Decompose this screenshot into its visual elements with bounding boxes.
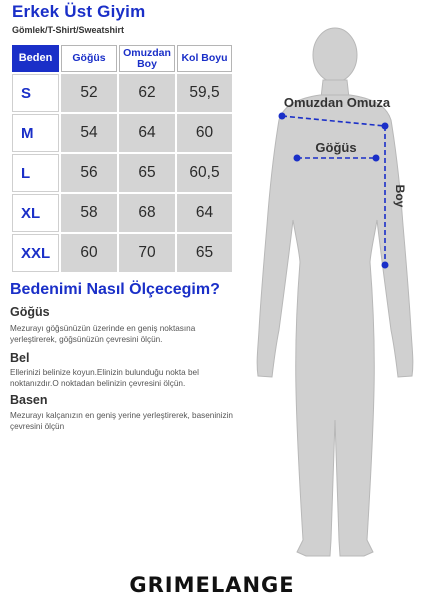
hip-guide-heading: Basen (10, 393, 48, 407)
waist-guide-heading: Bel (10, 351, 30, 365)
shoulder-label: Omuzdan Omuza (283, 95, 391, 110)
size-cell: L (12, 154, 59, 192)
length-cell: 62 (119, 74, 175, 112)
chest-cell: 60 (61, 234, 117, 272)
brand-logo: GRIMELANGE (129, 573, 295, 597)
length-label: Boy (393, 184, 407, 208)
measure-guide-title: Bedenimi Nasıl Ölçecegim? (10, 281, 220, 298)
column-header-length-label: Omuzdan Boy (123, 46, 171, 70)
chest-cell: 52 (61, 74, 117, 112)
chest-cell: 54 (61, 114, 117, 152)
table-row (12, 234, 232, 272)
table-row (12, 114, 232, 152)
page-subtitle: Gömlek/T-Shirt/Sweatshirt (12, 25, 125, 35)
body-silhouette-figure (240, 25, 424, 570)
size-table (10, 43, 234, 274)
chest-guide-heading: Göğüs (10, 305, 50, 319)
column-header-size: Beden (12, 45, 59, 72)
table-header-row (12, 45, 232, 72)
column-header-sleeve: Kol Boyu (177, 45, 232, 72)
chest-cell: 56 (61, 154, 117, 192)
chest-guide-text: Mezurayı göğsünüzün üzerinde en geniş noktasına yerleştirerek, göğsünüzün çevresini ölçün. (10, 324, 196, 344)
length-cell: 68 (119, 194, 175, 232)
sleeve-cell: 65 (177, 234, 232, 272)
sleeve-cell: 60,5 (177, 154, 232, 192)
chest-label: Göğüs (315, 140, 357, 155)
length-cell: 70 (119, 234, 175, 272)
length-cell: 64 (119, 114, 175, 152)
column-header-chest: Göğüs (61, 45, 117, 72)
sleeve-cell: 64 (177, 194, 232, 232)
size-cell: XL (12, 194, 59, 232)
waist-guide-text: Ellerinizi belinize koyun.Elinizin bulunduğu nokta bel noktanızdır.O noktadan belinizin çevresini ölçün. (10, 368, 199, 388)
sleeve-cell: 60 (177, 114, 232, 152)
table-row (12, 74, 232, 112)
table-row (12, 194, 232, 232)
table-row (12, 154, 232, 192)
size-cell: XXL (12, 234, 59, 272)
chest-cell: 58 (61, 194, 117, 232)
hip-guide-text: Mezurayı kalçanızın en geniş yerine yerleştirerek, baseninizin çevresini ölçün (10, 411, 233, 431)
size-cell: M (12, 114, 59, 152)
column-header-length (119, 45, 175, 72)
length-cell: 65 (119, 154, 175, 192)
page-title: Erkek Üst Giyim (12, 2, 146, 21)
size-cell: S (12, 74, 59, 112)
sleeve-cell: 59,5 (177, 74, 232, 112)
